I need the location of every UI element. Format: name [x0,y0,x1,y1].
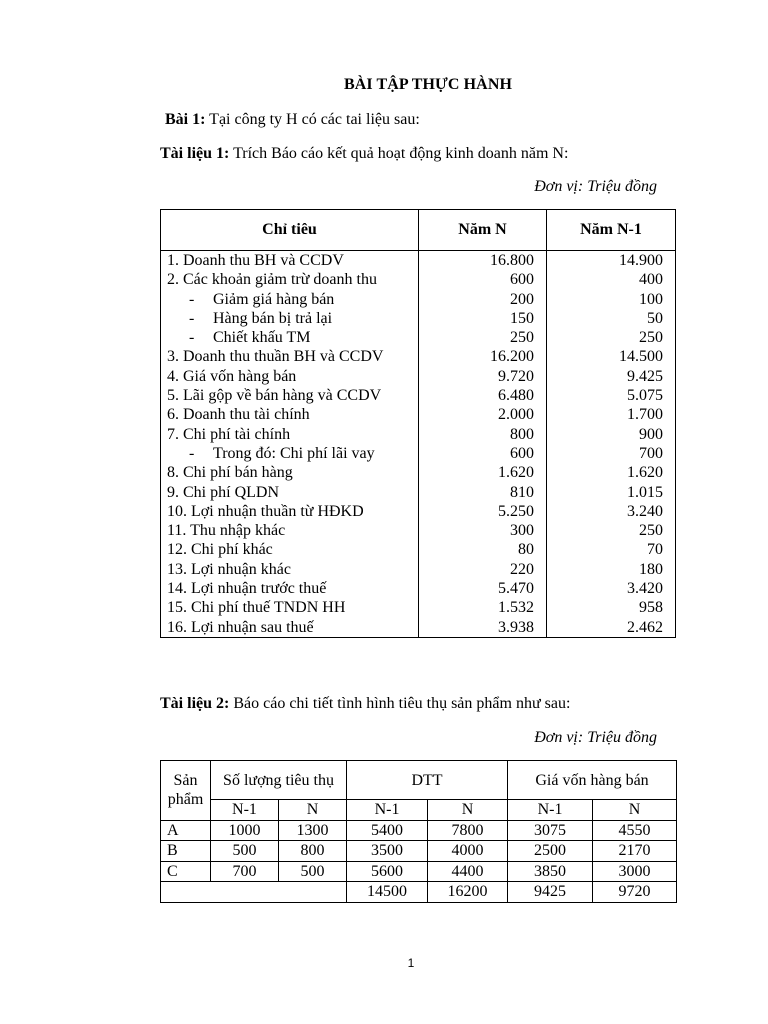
total-cell: 14500 [347,882,428,903]
table2-header-row [161,761,677,800]
row-label [161,502,419,521]
product-cell: A [161,820,211,841]
value-year-n1: 1.015 [547,483,676,502]
value-cell: 800 [279,841,347,862]
value-year-n: 600 [419,270,547,289]
doc1-line [160,145,568,163]
value-year-n1: 2.462 [547,618,676,638]
value-year-n1: 250 [547,521,676,540]
table1-header-item: Chỉ tiêu [161,210,419,251]
value-year-n1: 3.240 [547,502,676,521]
value-year-n1: 3.420 [547,579,676,598]
row-label [161,328,419,347]
value-cell: 3075 [508,820,593,841]
row-label [161,444,419,463]
value-year-n: 250 [419,328,547,347]
row-label [161,290,419,309]
value-year-n: 16.800 [419,251,547,271]
value-year-n: 9.720 [419,367,547,386]
row-label [161,463,419,482]
value-cell: 2500 [508,841,593,862]
row-label [161,367,419,386]
table-row [161,270,676,289]
table-row [161,309,676,328]
table-row [161,579,676,598]
value-year-n: 600 [419,444,547,463]
table1-header-year-n1: Năm N-1 [547,210,676,251]
row-label-text: 1. Doanh thu BH và CCDV [167,252,344,269]
table-row [161,618,676,638]
value-year-n: 220 [419,560,547,579]
table2-subheader: N-1 [211,800,279,821]
table2-header-product: Sản phẩm [161,761,211,821]
table-row [161,290,676,309]
row-label-text: Chiết khấu TM [213,329,311,347]
row-label-text: 14. Lợi nhuận trước thuế [167,580,327,598]
table2-subheader: N-1 [508,800,593,821]
table-row [161,425,676,444]
row-dash: - [189,290,195,308]
value-year-n1: 180 [547,560,676,579]
value-year-n: 80 [419,540,547,559]
value-year-n1: 5.075 [547,386,676,405]
product-cell: C [161,861,211,882]
table-row [161,347,676,366]
row-label-text: 5. Lãi gộp về bán hàng và CCDV [167,387,382,405]
value-year-n1: 1.620 [547,463,676,482]
row-label [161,540,419,559]
income-statement-table [160,209,676,638]
value-cell: 500 [279,861,347,882]
total-cell: 16200 [428,882,508,903]
table2-header-quantity: Số lượng tiêu thụ [211,761,347,800]
row-label-text: 9. Chi phí QLDN [167,483,279,501]
row-label [161,347,419,366]
table-row [161,328,676,347]
value-year-n: 2.000 [419,405,547,424]
value-cell: 5400 [347,820,428,841]
row-label [161,405,419,424]
value-cell: 7800 [428,820,508,841]
table-row [161,540,676,559]
table-row [161,861,677,882]
row-label-text: Trong đó: Chi phí lãi vay [213,444,375,462]
value-year-n1: 700 [547,444,676,463]
value-year-n: 800 [419,425,547,444]
value-cell: 3000 [593,861,677,882]
row-label [161,270,419,289]
table-row [161,841,677,862]
value-cell: 3500 [347,841,428,862]
row-label-text: 16. Lợi nhuận sau thuế [167,618,314,636]
product-cell: B [161,841,211,862]
table1-header-year-n: Năm N [419,210,547,251]
table-row [161,367,676,386]
row-label-text: 4. Giá vốn hàng bán [167,367,297,385]
value-year-n: 6.480 [419,386,547,405]
value-year-n1: 100 [547,290,676,309]
value-cell: 2170 [593,841,677,862]
table-row [161,502,676,521]
totals-row [161,882,677,903]
row-label-text: 12. Chi phí khác [167,541,273,559]
row-label-text: Giảm giá hàng bán [213,290,335,308]
doc2-text: Báo cáo chi tiết tình hình tiêu thụ sản phẩm như sau: [233,695,571,712]
table-row [161,405,676,424]
row-label [161,618,419,638]
row-label [161,560,419,579]
value-cell: 1000 [211,820,279,841]
exercise-text: Tại công ty H có các tai liệu sau: [209,111,420,128]
doc1-unit: Đơn vị: Triệu đồng [534,178,657,195]
row-dash: - [189,329,195,347]
page-number: 1 [407,956,415,970]
row-label-text: 13. Lợi nhuận khác [167,560,291,578]
table2-subheader-row [161,800,677,821]
value-year-n: 300 [419,521,547,540]
row-label-text: 6. Doanh thu tài chính [167,406,310,424]
row-label [161,598,419,617]
value-year-n: 1.532 [419,598,547,617]
table-row [161,521,676,540]
value-year-n: 810 [419,483,547,502]
value-year-n1: 14.500 [547,347,676,366]
value-cell: 4400 [428,861,508,882]
row-label-text: 8. Chi phí bán hàng [167,464,293,482]
row-label [161,386,419,405]
value-year-n: 200 [419,290,547,309]
table-row [161,386,676,405]
row-label-text: 2. Các khoản giảm trừ doanh thu [167,271,377,289]
table-row [161,444,676,463]
value-cell: 4550 [593,820,677,841]
value-year-n: 5.250 [419,502,547,521]
value-year-n1: 958 [547,598,676,617]
row-label [161,521,419,540]
value-year-n: 3.938 [419,618,547,638]
value-year-n1: 250 [547,328,676,347]
doc1-label: Tài liệu 1: [160,145,230,162]
row-label [161,309,419,328]
value-year-n: 16.200 [419,347,547,366]
total-cell: 9720 [593,882,677,903]
sales-detail-table [160,760,677,903]
row-label [161,425,419,444]
value-year-n1: 900 [547,425,676,444]
total-cell: 9425 [508,882,593,903]
table2-header-cogs: Giá vốn hàng bán [508,761,677,800]
table-row [161,463,676,482]
value-cell: 700 [211,861,279,882]
table2-subheader: N [279,800,347,821]
row-label-text: Hàng bán bị trả lại [213,309,333,327]
table-row [161,598,676,617]
table-row [161,560,676,579]
value-year-n1: 50 [547,309,676,328]
row-label-text: 3. Doanh thu thuần BH và CCDV [167,348,384,366]
value-year-n1: 14.900 [547,251,676,271]
exercise-line [165,111,420,129]
row-label [161,579,419,598]
table2-subheader: N [593,800,677,821]
doc1-text: Trích Báo cáo kết quả hoạt động kinh doanh năm N: [233,145,569,162]
row-label [161,483,419,502]
exercise-label: Bài 1: [165,111,206,128]
value-cell: 500 [211,841,279,862]
table1-header-row [161,210,676,251]
value-year-n1: 9.425 [547,367,676,386]
row-label-text: 7. Chi phí tài chính [167,425,291,443]
value-year-n: 5.470 [419,579,547,598]
value-cell: 3850 [508,861,593,882]
value-year-n: 1.620 [419,463,547,482]
row-dash: - [189,444,195,462]
value-cell: 5600 [347,861,428,882]
row-dash: - [189,309,195,327]
doc2-label: Tài liệu 2: [160,695,230,712]
value-year-n1: 400 [547,270,676,289]
value-year-n1: 1.700 [547,405,676,424]
table2-header-net-revenue: DTT [347,761,508,800]
value-year-n1: 70 [547,540,676,559]
table2-subheader: N-1 [347,800,428,821]
table-row [161,820,677,841]
table-row [161,483,676,502]
totals-blank-cell [161,882,347,903]
row-label-text: 11. Thu nhập khác [167,522,286,540]
doc2-unit: Đơn vị: Triệu đồng [534,729,657,746]
table-row [161,251,676,271]
table2-subheader: N [428,800,508,821]
row-label-text: 10. Lợi nhuận thuần từ HĐKD [167,502,364,520]
page-title: BÀI TẬP THỰC HÀNH [343,76,513,93]
value-year-n: 150 [419,309,547,328]
value-cell: 4000 [428,841,508,862]
value-cell: 1300 [279,820,347,841]
row-label-text: 15. Chi phí thuế TNDN HH [167,599,346,617]
row-label [161,251,419,271]
doc2-line [160,695,570,713]
